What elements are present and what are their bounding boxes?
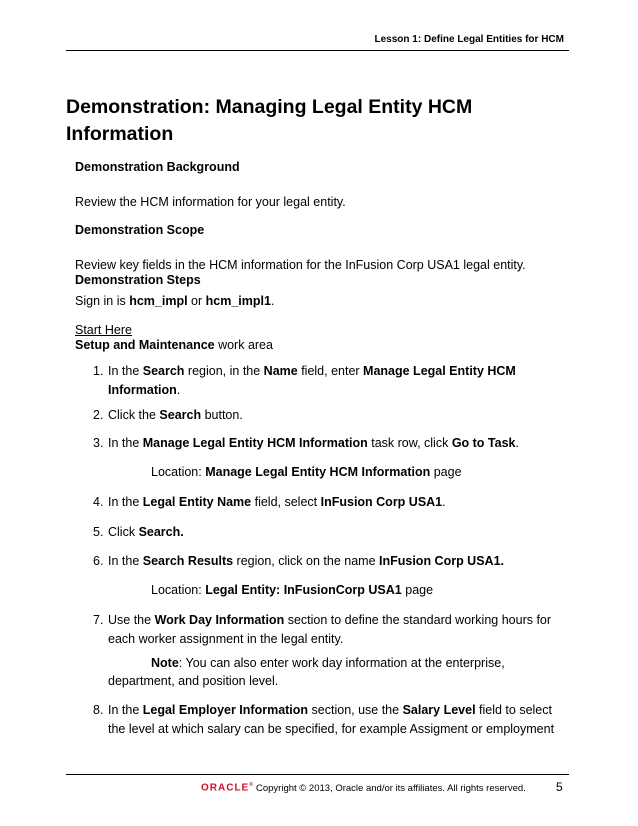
location-1: Location: Manage Legal Entity HCM Information page [151,465,462,479]
steps-heading: Demonstration Steps [75,273,201,287]
scope-text: Review key fields in the HCM information for the InFusion Corp USA1 legal entity. [75,258,526,272]
step-6-number: 6. [93,554,104,568]
step-1-number: 1. [93,364,104,378]
note-line-1: Note: You can also enter work day information at the enterprise, [151,656,505,670]
step-8-number: 8. [93,703,104,717]
step-7-text: Use the Work Day Information section to define the standard working hours for each worker assignment in the legal entity. [108,613,552,646]
signin-user2: hcm_impl1 [205,294,271,308]
step-5-text: Click Search. [108,525,184,539]
step-4-text: In the Legal Entity Name field, select InFusion Corp USA1. [108,495,446,509]
page-title: Demonstration: Managing Legal Entity HCM Information [66,96,473,145]
step-3-number: 3. [93,436,104,450]
footer-divider [66,774,569,775]
signin-line: Sign in is hcm_impl or hcm_impl1. [75,294,275,308]
step-1-text: In the Search region, in the Name field, enter Manage Legal Entity HCM Information. [108,364,516,397]
start-here-link[interactable]: Start Here [75,323,132,337]
note-line-2: department, and position level. [108,674,279,688]
location-2: Location: Legal Entity: InFusionCorp USA1 page [151,583,434,597]
header-divider [66,50,569,51]
step-5-number: 5. [93,525,104,539]
scope-heading: Demonstration Scope [75,223,205,237]
work-area-line: Setup and Maintenance work area [75,338,273,352]
lesson-header: Lesson 1: Define Legal Entities for HCM [374,34,564,45]
step-4-number: 4. [93,495,104,509]
background-heading: Demonstration Background [75,160,240,174]
signin-user1: hcm_impl [129,294,188,308]
page-number: 5 [556,780,563,794]
copyright-text: Copyright © 2013, Oracle and/or its affiliates. All rights reserved. [256,783,526,794]
step-2-number: 2. [93,408,104,422]
step-2-text: Click the Search button. [108,408,243,422]
step-8-text: In the Legal Employer Information section, use the Salary Level field to select the level at which salary can be specified, for example Assigment or employment [108,703,555,736]
oracle-logo: ORACLE® [201,782,254,794]
background-text: Review the HCM information for your legal entity. [75,195,346,209]
step-3-text: In the Manage Legal Entity HCM Information task row, click Go to Task. [108,436,519,450]
step-7-number: 7. [93,613,104,627]
step-6-text: In the Search Results region, click on the name InFusion Corp USA1. [108,554,504,568]
